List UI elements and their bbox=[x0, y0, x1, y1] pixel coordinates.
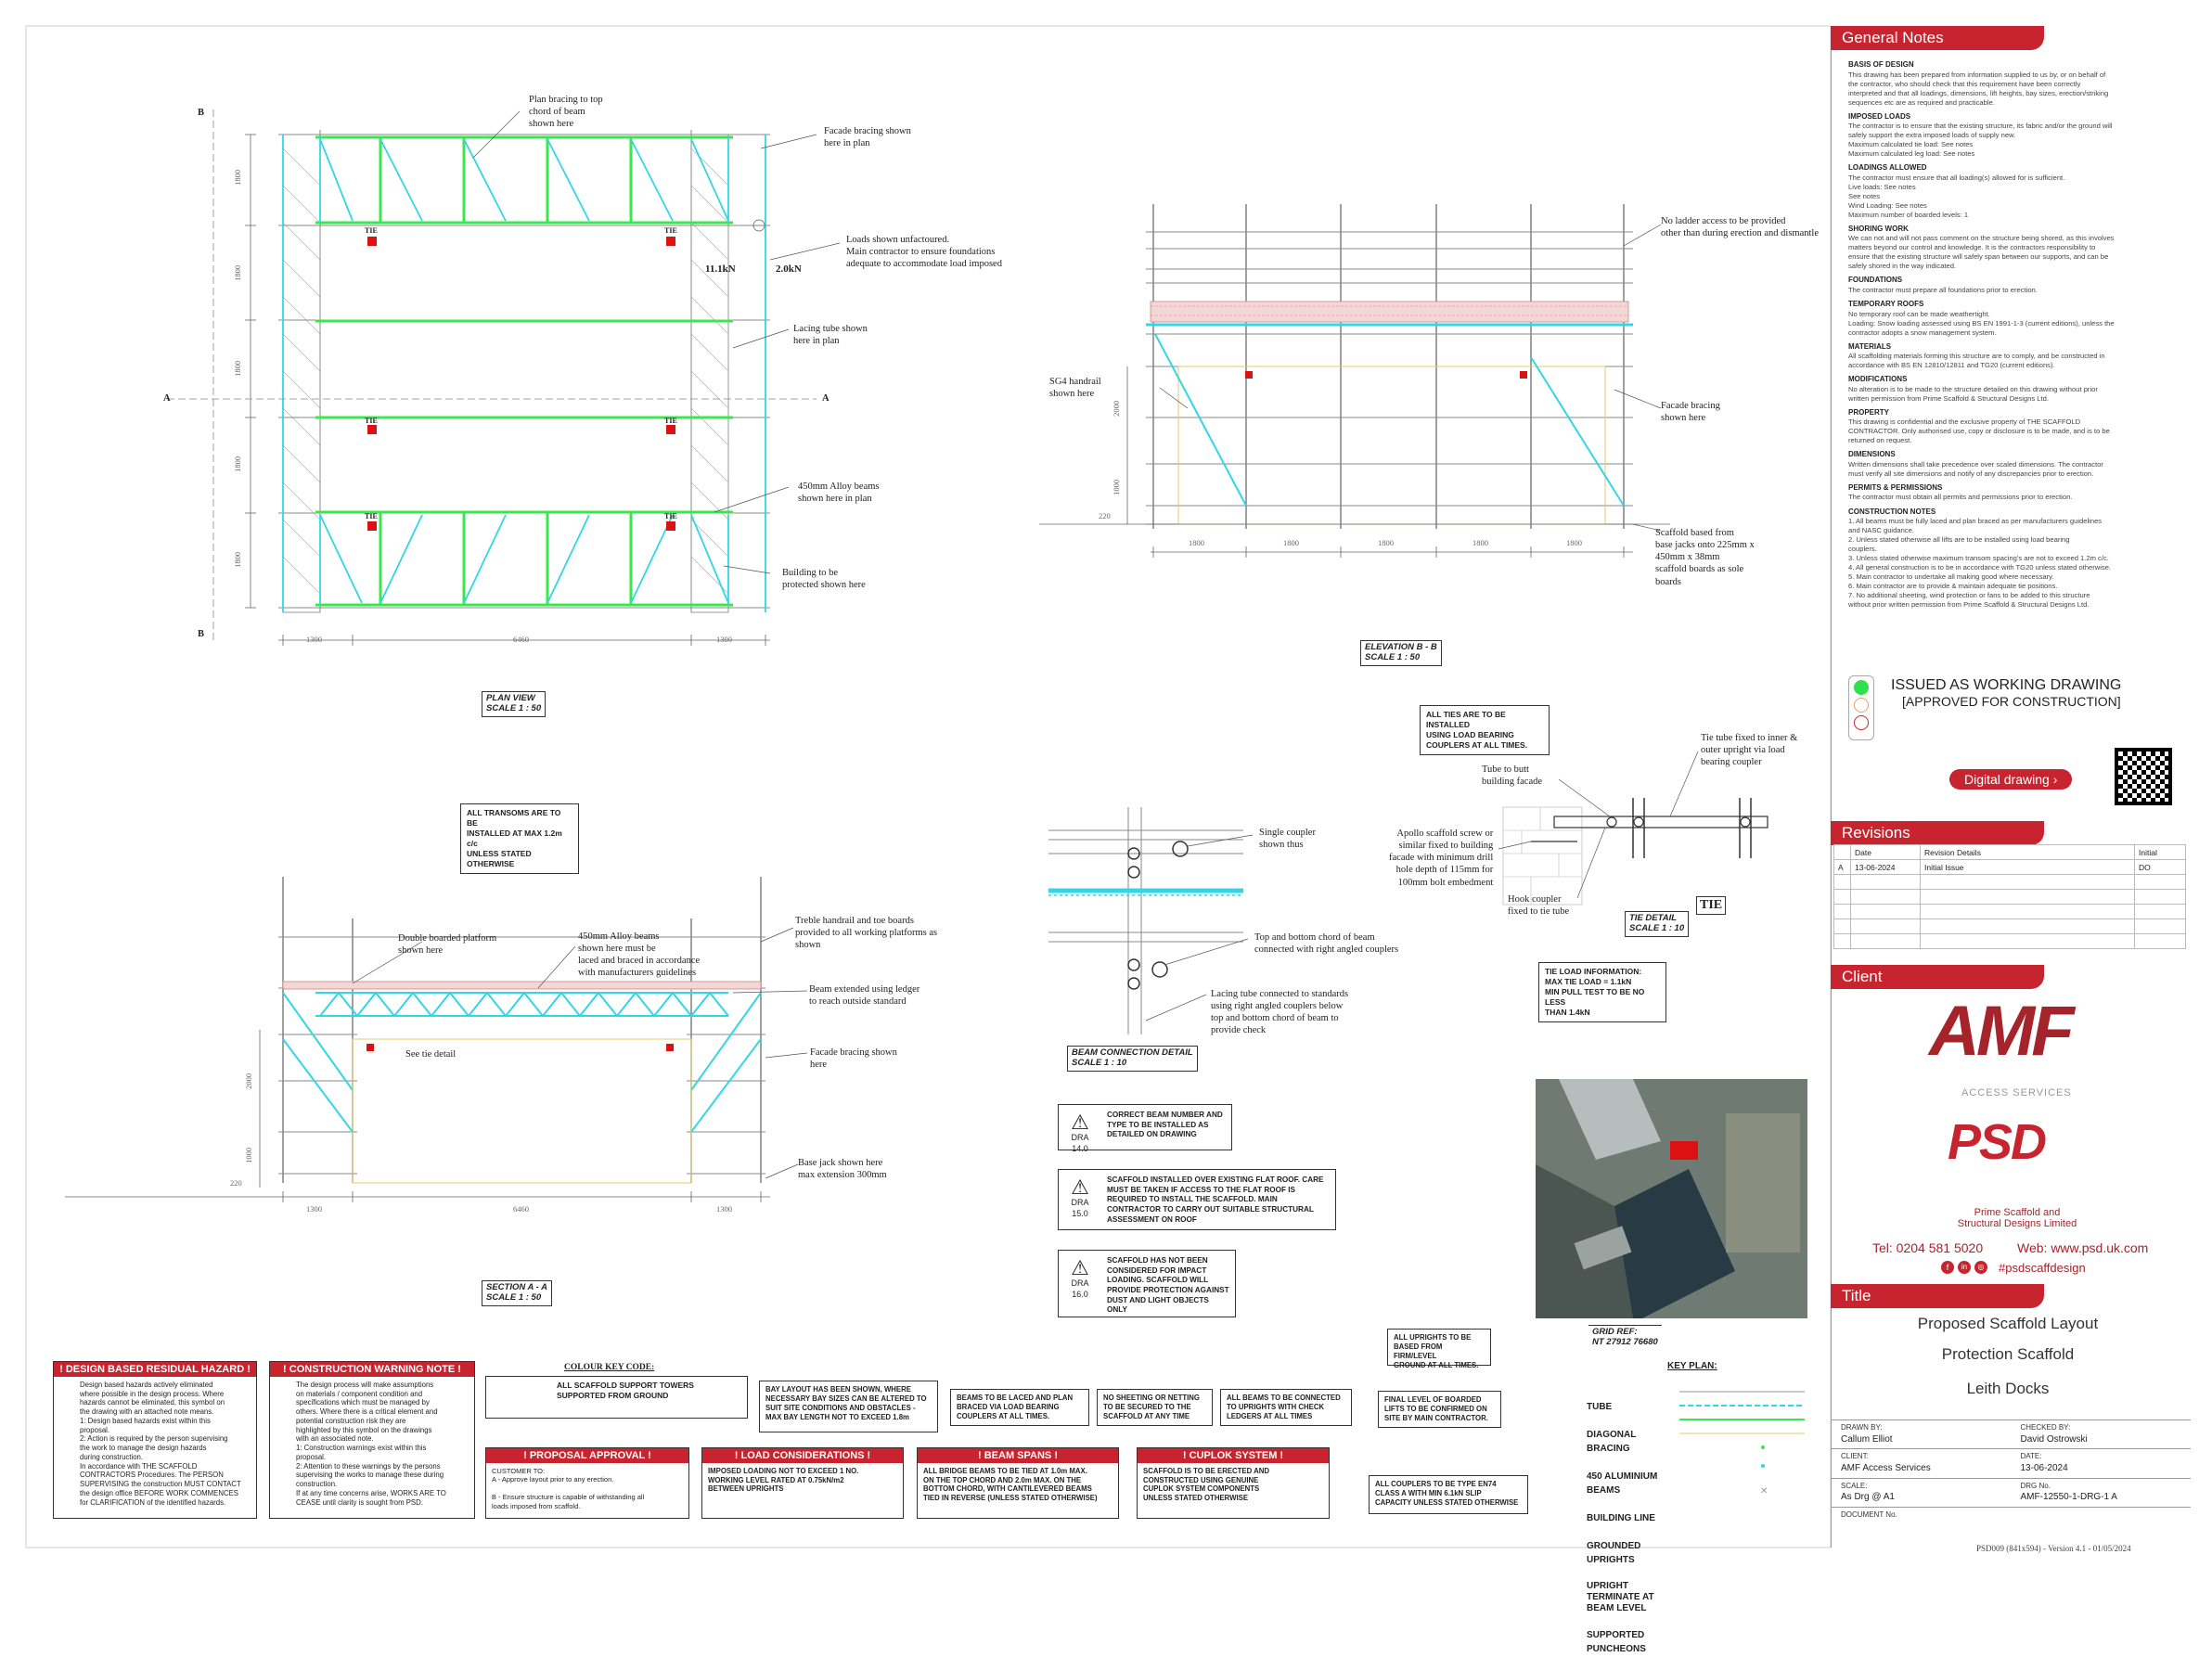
base-jacks-note: Scaffold based from base jacks onto 225mm x 450mm x 38mm scaffold boards as sole boards bbox=[1655, 528, 1755, 587]
revisions-table bbox=[1833, 844, 2186, 949]
section-b-bottom-marker: B bbox=[198, 629, 205, 639]
facade-bracing-section-note: Facade bracing shown here bbox=[810, 1047, 897, 1071]
footer-version: PSD009 (841x594) - Version 4.1 - 01/05/2024 bbox=[1976, 1544, 2131, 1553]
ties-load-bearing-note: ALL TIES ARE TO BE INSTALLED USING LOAD BEARING COUPLERS AT ALL TIMES. bbox=[1420, 705, 1550, 755]
dra-14-box: ⚠ DRA 14.0 CORRECT BEAM NUMBER AND TYPE TO BE INSTALLED AS DETAILED ON DRAWING bbox=[1058, 1104, 1232, 1150]
dimension-label: 2000 bbox=[1112, 400, 1122, 417]
dimension-label: 1800 bbox=[1283, 538, 1299, 547]
section-b-top-marker: B bbox=[198, 108, 205, 118]
dimension-label: 220 bbox=[1099, 511, 1111, 520]
dimension-label: 1800 bbox=[233, 264, 243, 281]
elevation-b-drawing bbox=[1039, 204, 1670, 558]
title-header: Title bbox=[1831, 1284, 2044, 1308]
section-a-drawing bbox=[65, 877, 807, 1202]
beam-spans-box: ! BEAM SPANS ! ALL BRIDGE BEAMS TO BE TIED AT 1.0m MAX. ON THE TOP CHORD AND 2.0m MAX. ON THE BOTTOM CHORD, WITH CANTILEVERED BEAMS TIED IN REVERSE (UNLESS STATED OTHERWISE) bbox=[917, 1447, 1119, 1519]
warning-icon: ⚠ DRA 16.0 bbox=[1071, 1256, 1089, 1299]
alloy-beams-note: 450mm Alloy beams shown here in plan bbox=[798, 482, 880, 505]
lacing-tube-note: Lacing tube shown here in plan bbox=[793, 324, 868, 347]
uprights-based-note: ALL UPRIGHTS TO BE BASED FROM FIRM/LEVEL GROUND AT ALL TIMES. bbox=[1387, 1329, 1491, 1366]
drawing-date: 13-06-2024 bbox=[2020, 1463, 2068, 1474]
load-considerations-box: ! LOAD CONSIDERATIONS ! IMPOSED LOADING NOT TO EXCEED 1 NO. WORKING LEVEL RATED AT 0.75kN/m2 BETWEEN UPRIGHTS bbox=[701, 1447, 904, 1519]
dimension-label: 6460 bbox=[513, 635, 529, 644]
double-boarded-note: Double boarded platform shown here bbox=[398, 933, 497, 957]
section-a-left-marker: A bbox=[163, 393, 171, 404]
warning-icon: ⚠ DRA 15.0 bbox=[1071, 1175, 1089, 1218]
tie-load-information: TIE LOAD INFORMATION: MAX TIE LOAD = 1.1kN MIN PULL TEST TO BE NO LESS THAN 1.4kN bbox=[1538, 962, 1666, 1022]
colour-key-title: COLOUR KEY CODE: bbox=[564, 1363, 655, 1372]
digital-drawing-button[interactable]: Digital drawing › bbox=[1949, 769, 2072, 790]
drawing-scale: As Drg @ A1 bbox=[1841, 1492, 1895, 1503]
see-tie-detail-note: See tie detail bbox=[405, 1049, 457, 1060]
dimension-label: 1800 bbox=[233, 456, 243, 472]
beams-connected-note: ALL BEAMS TO BE CONNECTED TO UPRIGHTS WITH CHECK LEDGERS AT ALL TIMES bbox=[1220, 1389, 1352, 1426]
table-row: A 13-06-2024 Initial Issue DO bbox=[1834, 860, 2186, 875]
dimension-label: 1800 bbox=[1473, 538, 1488, 547]
title-block-details: DRAWN BY: Callum Elliot CHECKED BY: David Ostrowski CLIENT: AMF Access Services DATE: 13-06-2024 SCALE: As Drg @ A1 DRG No. AMF-12550-1-DRG-1 A DOCUMENT No. bbox=[1832, 1420, 2191, 1535]
key-item-grounded-uprights: GROUNDED UPRIGHTS bbox=[1587, 1541, 1641, 1565]
plan-view-drawing bbox=[167, 109, 840, 646]
title-block-panel bbox=[1831, 26, 2190, 1548]
drawing-title: Proposed Scaffold Layout bbox=[1917, 1315, 2099, 1332]
facebook-icon[interactable]: f bbox=[1941, 1261, 1954, 1274]
treble-handrail-note: Treble handrail and toe boards provided to all working platforms as shown bbox=[795, 916, 938, 951]
drawing-location: Leith Docks bbox=[1966, 1380, 2050, 1397]
warning-icon: ⚠ DRA 14.0 bbox=[1071, 1111, 1089, 1153]
website[interactable]: Web: www.psd.uk.com bbox=[2017, 1240, 2149, 1255]
social-handle: #psdscaffdesign bbox=[1999, 1261, 2086, 1275]
sg4-handrail-note: SG4 handrail shown here bbox=[1049, 377, 1101, 400]
qr-code-icon[interactable] bbox=[2115, 748, 2172, 805]
proposal-approval-box: ! PROPOSAL APPROVAL ! CUSTOMER TO: A - Approve layout prior to any erection. B - Ensure structure is capable of withstanding all loads imposed from scaffold. bbox=[485, 1447, 689, 1519]
bay-layout-note: BAY LAYOUT HAS BEEN SHOWN, WHERE NECESSARY BAY SIZES CAN BE ALTERED TO SUIT SITE CONDITIONS AND OBSTACLES - MAX BAY LENGTH NOT TO EXCEED 1.8m bbox=[759, 1381, 938, 1432]
tie-detail-tie-label: TIE bbox=[1696, 896, 1726, 915]
tie-detail-title: TIE DETAIL SCALE 1 : 10 bbox=[1625, 911, 1689, 937]
dra-15-box: ⚠ DRA 15.0 SCAFFOLD INSTALLED OVER EXISTING FLAT ROOF. CARE MUST BE TAKEN IF ACCESS TO THE FLAT ROOF IS REQUIRED TO INSTALL THE SCAFFOLD. MAIN CONTRACTOR TO CARRY OUT SUITABLE STRUCTURAL ASSESSMENT ON ROOF bbox=[1058, 1169, 1336, 1230]
loads-note: Loads shown unfactoured. Main contractor to ensure foundations adequate to accommodate load imposed bbox=[846, 235, 1002, 270]
grid-reference: GRID REF: NT 27912 76680 bbox=[1588, 1325, 1662, 1350]
key-plan-legend-lines bbox=[1679, 1392, 1805, 1497]
tie-label: TIE bbox=[664, 512, 677, 520]
dimension-label: 6460 bbox=[513, 1204, 529, 1214]
psd-logo: PSD bbox=[1948, 1114, 2046, 1170]
load-label-1: 11.1kN bbox=[705, 263, 736, 275]
colour-key-box: ALL SCAFFOLD SUPPORT TOWERS SUPPORTED FROM GROUND bbox=[485, 1376, 748, 1419]
tie-label: TIE bbox=[664, 226, 677, 235]
linkedin-icon[interactable]: in bbox=[1958, 1261, 1971, 1274]
psd-company-name: Prime Scaffold and Structural Designs Limited bbox=[1957, 1207, 2077, 1229]
single-coupler-note: Single coupler shown thus bbox=[1259, 828, 1316, 851]
dra-16-box: ⚠ DRA 16.0 SCAFFOLD HAS NOT BEEN CONSIDERED FOR IMPACT LOADING. SCAFFOLD WILL PROVIDE PROTECTION AGAINST DUST AND LIGHT OBJECTS ONLY bbox=[1058, 1250, 1236, 1317]
instagram-icon[interactable]: ◎ bbox=[1974, 1261, 1987, 1274]
table-header-row: Date Revision Details Initial bbox=[1834, 845, 2186, 860]
plan-bracing-note: Plan bracing to top chord of beam shown here bbox=[529, 95, 603, 130]
facade-bracing-note: Facade bracing shown here in plan bbox=[824, 126, 911, 149]
dimension-label: 1000 bbox=[244, 1147, 254, 1163]
drawing-number: AMF-12550-1-DRG-1 A bbox=[2020, 1492, 2117, 1503]
building-protected-note: Building to be protected shown here bbox=[782, 568, 866, 591]
tie-label: TIE bbox=[365, 226, 378, 235]
key-item-upright-terminate: UPRIGHT TERMINATE AT BEAM LEVEL bbox=[1587, 1581, 1654, 1613]
ladder-note: No ladder access to be provided other than during erection and dismantle bbox=[1661, 216, 1819, 239]
alloy-beams-section-note: 450mm Alloy beams shown here must be laced and braced in accordance with manufacturers guidelines bbox=[578, 931, 701, 979]
dimension-label: 1800 bbox=[233, 169, 243, 186]
dimension-label: 2000 bbox=[244, 1073, 254, 1089]
key-plan-title: KEY PLAN: bbox=[1667, 1361, 1717, 1371]
top-bottom-chord-note: Top and bottom chord of beam connected with right angled couplers bbox=[1254, 932, 1399, 956]
no-sheeting-note: NO SHEETING OR NETTING TO BE SECURED TO THE SCAFFOLD AT ANY TIME bbox=[1097, 1389, 1213, 1426]
approved-status: [APPROVED FOR CONSTRUCTION] bbox=[1902, 694, 2121, 709]
client-name: AMF Access Services bbox=[1841, 1463, 1931, 1474]
issued-status: ISSUED AS WORKING DRAWING bbox=[1891, 677, 2122, 693]
transoms-note: ALL TRANSOMS ARE TO BE INSTALLED AT MAX 1.2m c/c UNLESS STATED OTHERWISE bbox=[460, 803, 579, 874]
beam-connection-title: BEAM CONNECTION DETAIL SCALE 1 : 10 bbox=[1067, 1046, 1198, 1072]
base-jack-note: Base jack shown here max extension 300mm bbox=[798, 1158, 887, 1181]
svg-text:✕: ✕ bbox=[1760, 1486, 1768, 1497]
facade-bracing-elevation-note: Facade bracing shown here bbox=[1661, 401, 1720, 424]
traffic-light-icon bbox=[1848, 675, 1874, 740]
dimension-label: 1000 bbox=[1112, 479, 1122, 495]
final-level-note: FINAL LEVEL OF BOARDED LIFTS TO BE CONFIRMED ON SITE BY MAIN CONTRACTOR. bbox=[1378, 1391, 1501, 1428]
amf-logo: AMF bbox=[1929, 992, 2071, 1071]
general-notes-header: General Notes bbox=[1831, 26, 2044, 50]
key-item-bracing: DIAGONAL BRACING bbox=[1587, 1430, 1637, 1454]
plan-view-title: PLAN VIEW SCALE 1 : 50 bbox=[482, 691, 546, 717]
beam-extended-note: Beam extended using ledger to reach outside standard bbox=[809, 984, 920, 1008]
design-residual-hazard-box: ! DESIGN BASED RESIDUAL HAZARD ! Design based hazards actively eliminated where possible in the design process. Where hazards cannot be eliminated, this symbol on the drawing with an attached note means. 1: Design based hazards exist within this proposal. 2: Action is required by the person supervising the work to manage the design hazards during construction. In accordance with THE SCAFFOLD CONTRACTORS Procedures. The PERSON SUPERVISING the construction MUST CONTACT the design office BEFORE WORK COMMENCES for CLARIFICATION of the identified hazards. bbox=[53, 1361, 257, 1519]
dimension-label: 220 bbox=[230, 1178, 242, 1188]
lacing-tube-connection-note: Lacing tube connected to standards using right angled couplers below top and bottom chord of beam to provide check bbox=[1211, 989, 1349, 1036]
section-a-title: SECTION A - A SCALE 1 : 50 bbox=[482, 1280, 552, 1306]
drawing-subtitle: Protection Scaffold bbox=[1941, 1345, 2075, 1363]
hook-coupler-note: Hook coupler fixed to tie tube bbox=[1508, 894, 1570, 918]
social-icons bbox=[1941, 1261, 1987, 1274]
general-notes: BASIS OF DESIGN This drawing has been prepared from information supplied to us by, or on behalf of the contractor, who should check that this requirement have been correctly interpreted and that all loadings, dimensions, lift heights, bay sizes, erection/striking sequences etc are as required and practicable. IMPOSED LOADS The contractor is to ensure that the existing structure, its fabric and/or the ground will safely support the extra imposed loads of supply new. Maximum calculated tie load: See notes Maximum calculated leg load: See notes LOADINGS ALLOWED The contractor must ensure that all loading(s) allowed for is sufficient. Live loads: See notes See notes Wind Loading: See notes Maximum number of boarded levels: 1 SHORING WORK We can not and will not pass comment on the structure being shored, as this involves matters beyond our control and knowledge. It is the contractors responsibility to ensure that the existing structure will safely span between our supports, and can be safely shored in the way indicated. FOUNDATIONS The contractor must prepare all foundations prior to erection. TEMPORARY ROOFS No temporary roof can be made weathertight. Loading: Snow loading assessed using BS EN 1991-1-3 (current editions), unless the contractor adopts a snow management system. MATERIALS All scaffolding materials forming this structure are to comply, and be constructed in accordance with BS EN 12810/12811 and TG20 (current editions). MODIFICATIONS No alteration is to be made to the structure detailed on this drawing without prior written permission from Prime Scaffold & Structural Designs Ltd. PROPERTY This drawing is confidential and the exclusive property of THE SCAFFOLD CONTRACTOR. Only authorised use, copy or disclosure is to be made, and is to be returned on request. DIMENSIONS Written dimensions shall take precedence over scaled dimensions. The contractor must verify all site dimensions and notify of any discrepancies prior to erection. PERMITS & PERMISSIONS The contractor must obtain all permits and permissions prior to erection. CONSTRUCTION NOTES 1. All beams must be fully laced and plan braced as per manufacturers guidelines and NASC guidance. 2. Unless stated otherwise all lifts are to be installed using load bearing couplers. 3. Unless stated otherwise maximum transom spacing's are not to exceed 1.2m c/c. 4. All general construction is to be in accordance with TG20 unless stated otherwise. 5. Main contractor to undertake all making good where necessary. 6. Main contractor are to provide & maintain adequate tie positions. 7. No additional sheeting, wind protection or fans to be added to this structure without prior written permission from Prime Scaffold & Structural Designs Ltd. bbox=[1848, 60, 2115, 610]
tube-butt-note: Tube to butt building facade bbox=[1482, 764, 1543, 788]
dimension-label: 1800 bbox=[1189, 538, 1204, 547]
section-a-right-marker: A bbox=[822, 393, 830, 404]
elevation-b-title: ELEVATION B - B SCALE 1 : 50 bbox=[1360, 640, 1442, 666]
dimension-label: 1800 bbox=[233, 360, 243, 377]
dimension-label: 1300 bbox=[306, 1204, 322, 1214]
key-item-beams: 450 ALUMINIUM BEAMS bbox=[1587, 1471, 1658, 1496]
couplers-en74-note: ALL COUPLERS TO BE TYPE EN74 CLASS A WITH MIN 6.1kN SLIP CAPACITY UNLESS STATED OTHERWISE bbox=[1369, 1475, 1528, 1514]
key-item-punchions: SUPPORTED PUNCHEONS bbox=[1587, 1630, 1646, 1654]
amf-logo-subtitle: ACCESS SERVICES bbox=[1961, 1087, 2072, 1098]
dimension-label: 1300 bbox=[716, 1204, 732, 1214]
tie-label: TIE bbox=[365, 417, 378, 425]
client-header: Client bbox=[1831, 965, 2044, 989]
key-plan-list bbox=[1587, 1386, 1679, 1670]
cuplok-system-box: ! CUPLOK SYSTEM ! SCAFFOLD IS TO BE ERECTED AND CONSTRUCTED USING GENUINE CUPLOK SYSTEM COMPONENTS UNLESS STATED OTHERWISE bbox=[1137, 1447, 1330, 1519]
telephone: Tel: 0204 581 5020 bbox=[1872, 1240, 1984, 1255]
drawn-by: Callum Elliot bbox=[1841, 1433, 1893, 1445]
beams-laced-note: BEAMS TO BE LACED AND PLAN BRACED VIA LOAD BEARING COUPLERS AT ALL TIMES. bbox=[950, 1389, 1089, 1426]
key-item-tube: TUBE bbox=[1587, 1402, 1613, 1412]
checked-by: David Ostrowski bbox=[2020, 1433, 2088, 1445]
dimension-label: 1800 bbox=[1566, 538, 1582, 547]
dimension-label: 1300 bbox=[716, 635, 732, 644]
site-aerial-photo bbox=[1536, 1079, 1807, 1318]
revisions-header: Revisions bbox=[1831, 821, 2044, 845]
load-label-2: 2.0kN bbox=[776, 263, 802, 275]
dimension-label: 1300 bbox=[306, 635, 322, 644]
dimension-label: 1800 bbox=[233, 551, 243, 568]
tie-tube-note: Tie tube fixed to inner & outer upright via load bearing coupler bbox=[1701, 733, 1798, 768]
key-item-building-line: BUILDING LINE bbox=[1587, 1513, 1655, 1523]
tie-label: TIE bbox=[664, 417, 677, 425]
construction-warning-box: ! CONSTRUCTION WARNING NOTE ! The design process will make assumptions on materials / component condition and specifications which must be managed by others. Where there is a critical element and potential construction risk they are highlighted by this symbol on the drawings with an associated note. 1: Construction warnings exist within this proposal. 2: Attention to these warnings by the persons supervising the works to manage these during construction. If at any time concerns arise, WORKS ARE TO CEASE until clarity is sought from PSD. bbox=[269, 1361, 475, 1519]
tie-label: TIE bbox=[365, 512, 378, 520]
dimension-label: 1800 bbox=[1378, 538, 1394, 547]
apollo-screw-note: Apollo scaffold screw or similar fixed to building facade with minimum drill hole depth of 115mm for 100mm bolt embedment bbox=[1389, 829, 1494, 888]
